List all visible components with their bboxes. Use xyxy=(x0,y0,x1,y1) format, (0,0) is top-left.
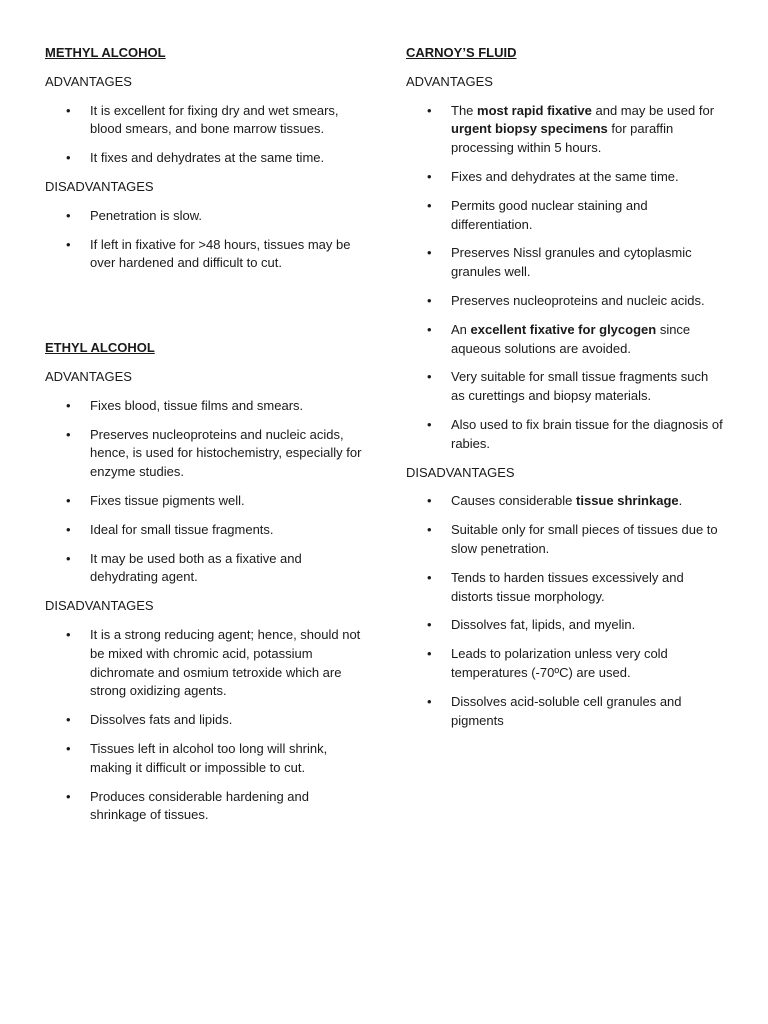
list-item: • Produces considerable hardening and shrinkage of tissues. xyxy=(66,788,309,823)
bullet-icon: • xyxy=(66,492,71,508)
left-column xyxy=(45,44,365,835)
bullet-icon: • xyxy=(427,617,432,633)
ethyl-advantages-list xyxy=(45,397,365,587)
list-item: • Dissolves fats and lipids. xyxy=(45,711,365,730)
ethyl-disadvantages-list xyxy=(45,626,365,825)
list-item: • Preserves Nissl granules and cytoplasmic granules well. xyxy=(427,245,692,280)
list-item: • Dissolves fat, lipids, and myelin. xyxy=(406,616,724,635)
bullet-icon: • xyxy=(427,245,432,261)
bullet-icon: • xyxy=(427,646,432,662)
list-item: • It is a strong reducing agent; hence, should not be mixed with chromic acid, potassium dichromate and osmium tetroxide which are strong oxidizing agents. xyxy=(66,626,361,699)
list-item: • Fixes blood, tissue films and smears. xyxy=(45,397,365,416)
list-item: • Fixes tissue pigments well. xyxy=(45,492,365,511)
section-spacer xyxy=(45,283,365,339)
list-item: • If left in fixative for >48 hours, tissues may be over hardened and difficult to cut. xyxy=(66,236,351,271)
ethyl-alcohol-heading: ETHYL ALCOHOL xyxy=(45,340,155,356)
bullet-icon: • xyxy=(66,236,71,252)
bullet-icon: • xyxy=(427,369,432,385)
carnoy-advantages-list xyxy=(406,102,724,454)
bullet-icon: • xyxy=(427,168,432,184)
right-column xyxy=(406,44,724,740)
list-item: • Preserves nucleoproteins and nucleic acids. xyxy=(406,292,724,311)
list-item: • Leads to polarization unless very cold temperatures (-70ºC) are used. xyxy=(427,646,668,680)
bullet-icon: • xyxy=(427,292,432,308)
methyl-disadvantages-list xyxy=(45,207,365,273)
bullet-icon: • xyxy=(427,522,432,538)
list-item: • The most rapid fixative and may be used for urgent biopsy specimens for paraffin processing within 5 hours. xyxy=(427,102,715,156)
bullet-icon: • xyxy=(66,207,71,223)
bullet-icon: • xyxy=(66,397,71,413)
carnoy-advantages-label: ADVANTAGES xyxy=(406,73,493,89)
bullet-icon: • xyxy=(66,150,71,166)
list-item: • Dissolves acid-soluble cell granules and pigments xyxy=(427,693,682,728)
list-item: • It fixes and dehydrates at the same time. xyxy=(45,149,365,168)
methyl-disadvantages-label: DISADVANTAGES xyxy=(45,178,154,194)
list-item: • It may be used both as a fixative and dehydrating agent. xyxy=(66,550,302,585)
carnoy-disadvantages-list xyxy=(406,492,724,730)
list-item: • Suitable only for small pieces of tissues due to slow penetration. xyxy=(427,522,718,556)
list-item: • Very suitable for small tissue fragments such as curettings and biopsy materials. xyxy=(427,369,709,404)
bullet-icon: • xyxy=(427,693,432,709)
list-item: • Also used to fix brain tissue for the diagnosis of rabies. xyxy=(427,416,723,451)
list-item: • Tends to harden tissues excessively and distorts tissue morphology. xyxy=(427,569,684,604)
bullet-icon: • xyxy=(427,493,432,509)
methyl-alcohol-heading: METHYL ALCOHOL xyxy=(45,45,166,60)
bullet-icon: • xyxy=(427,416,432,432)
bullet-icon: • xyxy=(66,102,71,118)
list-item: • Preserves nucleoproteins and nucleic acids, hence, is used for histochemistry, especially for enzyme studies. xyxy=(66,426,362,480)
methyl-advantages-list xyxy=(45,102,365,168)
bullet-icon: • xyxy=(66,550,71,566)
bullet-icon: • xyxy=(66,740,71,756)
list-item: • Permits good nuclear staining and differentiation. xyxy=(427,197,648,232)
bullet-icon: • xyxy=(427,321,432,337)
bullet-icon: • xyxy=(66,426,71,442)
list-item: • Fixes and dehydrates at the same time. xyxy=(406,168,724,187)
ethyl-advantages-label: ADVANTAGES xyxy=(45,368,132,384)
bullet-icon: • xyxy=(66,788,71,804)
ethyl-disadvantages-label: DISADVANTAGES xyxy=(45,598,154,614)
bullet-icon: • xyxy=(427,197,432,213)
carnoy-disadvantages-label: DISADVANTAGES xyxy=(406,464,515,480)
list-item: • Causes considerable tissue shrinkage. xyxy=(406,492,724,511)
list-item: • An excellent fixative for glycogen since aqueous solutions are avoided. xyxy=(427,321,691,356)
bullet-icon: • xyxy=(427,102,432,118)
bullet-icon: • xyxy=(427,569,432,585)
list-item: • Ideal for small tissue fragments. xyxy=(45,521,365,540)
list-item: • It is excellent for fixing dry and wet smears, blood smears, and bone marrow tissues. xyxy=(66,102,339,137)
bullet-icon: • xyxy=(66,626,71,642)
list-item: • Penetration is slow. xyxy=(45,207,365,226)
methyl-advantages-label: ADVANTAGES xyxy=(45,73,132,89)
list-item: • Tissues left in alcohol too long will shrink, making it difficult or impossible to cut. xyxy=(66,740,328,775)
bullet-icon: • xyxy=(66,712,71,728)
carnoys-fluid-heading: CARNOY’S FLUID xyxy=(406,45,517,60)
bullet-icon: • xyxy=(66,521,71,537)
